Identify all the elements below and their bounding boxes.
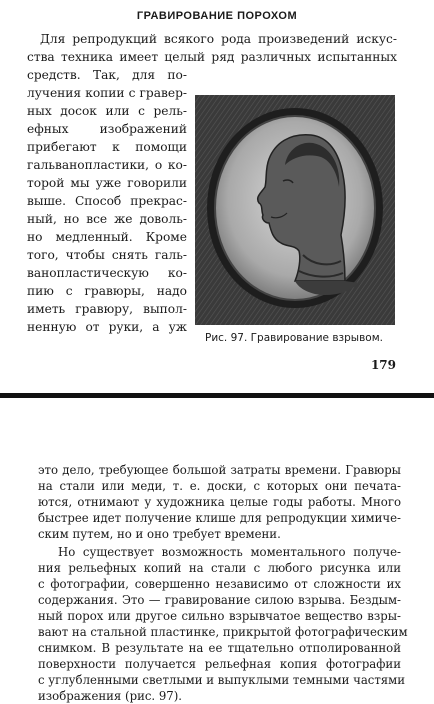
engraved-portrait-medallion-image (195, 95, 395, 325)
text-line: лучения копии с гравер- (27, 86, 187, 100)
text-line: того, чтобы снять галь- (27, 248, 187, 262)
text-line: ства техника имеет целый ряд различных испытанных (27, 50, 397, 64)
text-line: содержания. Это — гравирование силою взрыва. Бездым- (38, 593, 401, 607)
text-line: средств. Так, для по- (27, 68, 187, 82)
text-line: ный, но все же доволь- (27, 212, 187, 226)
text-line: изображения (рис. 97). (38, 689, 182, 703)
text-line: Для репродукций всякого рода произведений искус- (40, 32, 397, 46)
text-line: это дело, требующее большой затраты времени. Гравюры (38, 463, 401, 477)
text-line: но медленный. Кроме (27, 230, 187, 244)
text-line: поверхности получается рельефная копия фотографии (38, 657, 401, 671)
page-number: 179 (370, 358, 396, 372)
text-line: ванопластическую ко- (27, 266, 187, 280)
text-line: быстрее идет получение клише для репродукции химиче- (38, 511, 401, 525)
text-line: ефных изображений (27, 122, 187, 136)
text-line: ных досок или с рель- (27, 104, 187, 118)
text-line: иметь гравюру, выпол- (27, 302, 187, 316)
text-line: снимком. В результате на ее тщательно отполированной (38, 641, 401, 655)
text-line: гальванопластики, о ко- (27, 158, 187, 172)
text-line: на стали или меди, т. е. доски, с которых они печата- (38, 479, 401, 493)
text-line: вают на стальной пластинке, прикрытой фотографическим (38, 625, 408, 639)
text-line: с углубленными светлыми и выпуклыми темными частями (38, 673, 406, 687)
page-heading: ГРАВИРОВАНИЕ ПОРОХОМ (136, 10, 298, 22)
figure-caption: Рис. 97. Гравирование взрывом. (205, 332, 383, 344)
engraving-figure (195, 95, 395, 325)
text-line: пию с гравюры, надо (27, 284, 187, 298)
text-line: ненную от руки, а уж (27, 320, 187, 334)
text-line: ются, отнимают у художника целые годы работы. Много (38, 495, 401, 509)
text-line: ния рельефных копий на стали с любого рисунка или (38, 561, 401, 575)
text-line: Но существует возможность моментального получе- (58, 545, 401, 559)
text-line: прибегают к помощи (27, 140, 187, 154)
text-line: ный порох или другое сильно взрывчатое вещество взры- (38, 609, 401, 623)
text-line: ским путем, но и оно требует времени. (38, 527, 281, 541)
text-line: с фотографии, совершенно независимо от сложности их (38, 577, 401, 591)
text-line: торой мы уже говорили (27, 176, 187, 190)
bottom-page (0, 398, 434, 703)
text-line: выше. Способ прекрас- (27, 194, 187, 208)
